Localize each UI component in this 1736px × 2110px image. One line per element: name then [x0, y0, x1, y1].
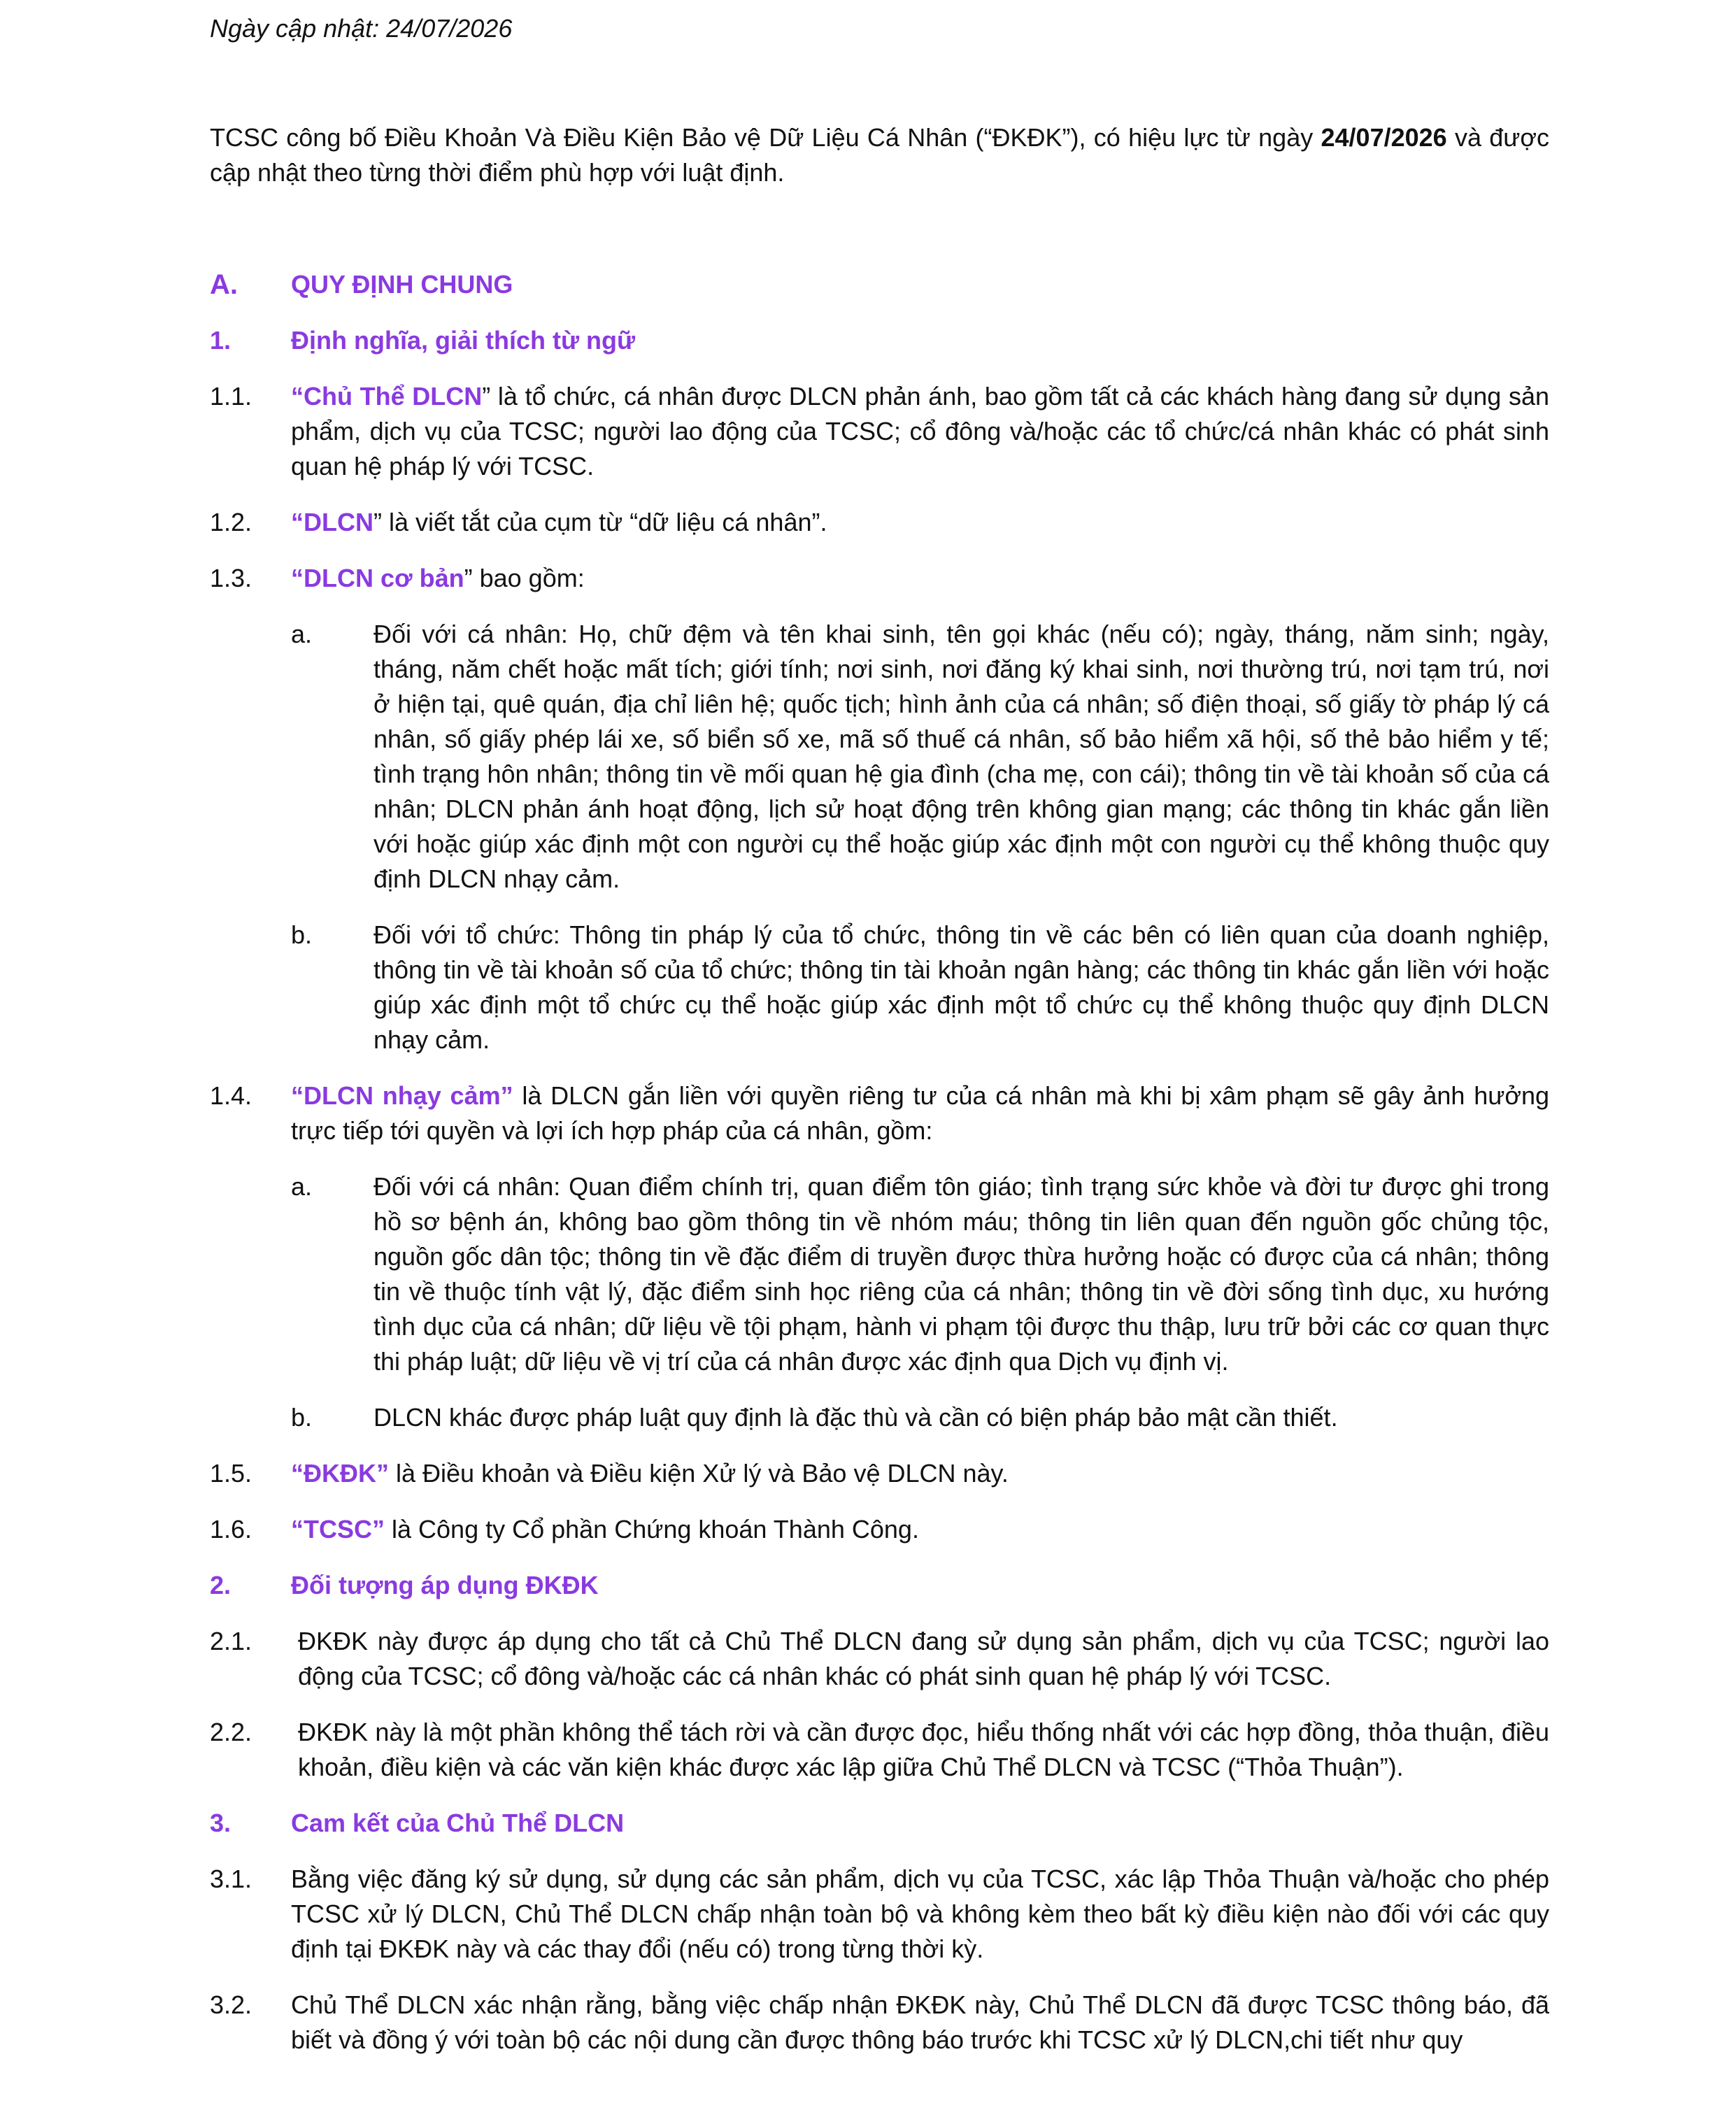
clause-1-6: 1.6. “TCSC” là Công ty Cổ phần Chứng khoán Thành Công. — [210, 1515, 919, 1544]
defined-term: “TCSC” — [291, 1515, 385, 1544]
clause-1-4: 1.4. “DLCN nhạy cảm” là DLCN gắn liền với quyền riêng tư của cá nhân mà khi bị xâm phạm sẽ gây ảnh hưởng trực tiếp tới quyền và lợi ích hợp pháp của cá nhân, gồm: — [210, 1081, 1549, 1145]
defined-term: “DLCN nhạy cảm” — [291, 1081, 513, 1110]
clause-3-2: 3.2. Chủ Thể DLCN xác nhận rằng, bằng việc chấp nhận ĐKĐK này, Chủ Thể DLCN đã được TCSC thông báo, đã biết và đồng ý với toàn bộ các nội dung cần được thông báo trước khi TCSC xử lý DLCN,chi tiết như quy — [210, 1990, 1549, 2054]
clause-1-3-b: b. Đối với tổ chức: Thông tin pháp lý của tổ chức, thông tin về các bên có liên quan của doanh nghiệp, thông tin về tài khoản số của tổ chức; thông tin tài khoản ngân hàng; các thông tin khác gắn liền với hoặc giúp xác định một tổ chức cụ thể hoặc giúp xác định một tổ chức cụ thể không thuộc quy định DLCN nhạy cảm. — [291, 920, 1549, 1054]
document-body — [210, 267, 1549, 2079]
intro-paragraph: TCSC công bố Điều Khoản Và Điều Kiện Bảo vệ Dữ Liệu Cá Nhân (“ĐKĐK”), có hiệu lực từ ngày 24/07/2026 và được cập nhật theo từng thời điểm phù hợp với luật định. — [210, 123, 1550, 187]
update-date: Ngày cập nhật: 24/07/2026 — [210, 14, 513, 43]
effective-date: 24/07/2026 — [1321, 123, 1447, 152]
clause-1-5: 1.5. “ĐKĐK” là Điều khoản và Điều kiện Xử lý và Bảo vệ DLCN này. — [210, 1459, 1009, 1488]
section-3-heading: 3. Cam kết của Chủ Thể DLCN — [210, 1809, 625, 1837]
clause-1-2: 1.2. “DLCN” là viết tắt của cụm từ “dữ liệu cá nhân”. — [210, 508, 827, 536]
defined-term: “DLCN — [291, 508, 373, 536]
clause-1-4-b: b. DLCN khác được pháp luật quy định là đặc thù và cần có biện pháp bảo mật cần thiết. — [291, 1403, 1338, 1432]
section-2-heading: 2. Đối tượng áp dụng ĐKĐK — [210, 1571, 599, 1599]
clause-2-1: 2.1. ĐKĐK này được áp dụng cho tất cả Chủ Thể DLCN đang sử dụng sản phẩm, dịch vụ của TCSC; người lao động của TCSC; cổ đông và/hoặc các cá nhân khác có phát sinh quan hệ pháp lý với TCSC. — [210, 1627, 1549, 1690]
defined-term: “Chủ Thể DLCN — [291, 382, 483, 411]
clause-1-4-a: a. Đối với cá nhân: Quan điểm chính trị, quan điểm tôn giáo; tình trạng sức khỏe và đời tư được ghi trong hồ sơ bệnh án, không bao gồm thông tin về nhóm máu; thông tin liên quan đến nguồn gốc chủng tộc, nguồn gốc dân tộc; thông tin về đặc điểm di truyền được thừa hưởng hoặc có được của cá nhân; thông tin về thuộc tính vật lý, đặc điểm sinh học riêng của cá nhân; thông tin về đời sống tình dục, xu hướng tình dục của cá nhân; dữ liệu về tội phạm, hành vi phạm tội được thu thập, lưu trữ bởi các cơ quan thực thi pháp luật; dữ liệu về vị trí của cá nhân được xác định qua Dịch vụ định vị. — [291, 1172, 1549, 1376]
clause-3-1: 3.1. Bằng việc đăng ký sử dụng, sử dụng các sản phẩm, dịch vụ của TCSC, xác lập Thỏa Thuận và/hoặc cho phép TCSC xử lý DLCN, Chủ Thể DLCN chấp nhận toàn bộ và không kèm theo bất kỳ điều kiện nào đối với các quy định tại ĐKĐK này và các thay đổi (nếu có) trong từng thời kỳ. — [210, 1865, 1549, 1963]
section-a-heading: A. QUY ĐỊNH CHUNG — [210, 269, 513, 300]
defined-term: “ĐKĐK” — [291, 1459, 389, 1488]
clause-2-2: 2.2. ĐKĐK này là một phần không thể tách rời và cần được đọc, hiểu thống nhất với các hợp đồng, thỏa thuận, điều khoản, điều kiện và các văn kiện khác được xác lập giữa Chủ Thể DLCN và TCSC (“Thỏa Thuận”). — [210, 1718, 1549, 1781]
section-1-heading: 1. Định nghĩa, giải thích từ ngữ — [210, 326, 636, 355]
defined-term: “DLCN cơ bản — [291, 564, 464, 592]
clause-1-3-a: a. Đối với cá nhân: Họ, chữ đệm và tên khai sinh, tên gọi khác (nếu có); ngày, tháng, năm sinh; ngày, tháng, năm chết hoặc mất tích; giới tính; nơi sinh, nơi đăng ký khai sinh, nơi thường trú, nơi tạm trú, nơi ở hiện tại, quê quán, địa chỉ liên hệ; quốc tịch; hình ảnh của cá nhân; số điện thoại, số giấy tờ pháp lý cá nhân, số giấy phép lái xe, số biển số xe, mã số thuế cá nhân, số bảo hiểm xã hội, số thẻ bảo hiểm y tế; tình trạng hôn nhân; thông tin về mối quan hệ gia đình (cha mẹ, con cái); thông tin về tài khoản số của cá nhân; DLCN phản ánh hoạt động, lịch sử hoạt động trên không gian mạng; các thông tin khác gắn liền với hoặc giúp xác định một con người cụ thể hoặc giúp xác định một con người cụ thể không thuộc quy định DLCN nhạy cảm. — [291, 620, 1549, 893]
clause-1-1: 1.1. “Chủ Thể DLCN” là tổ chức, cá nhân được DLCN phản ánh, bao gồm tất cả các khách hàng đang sử dụng sản phẩm, dịch vụ của TCSC; người lao động của TCSC; cổ đông và/hoặc các tổ chức/cá nhân khác có phát sinh quan hệ pháp lý với TCSC. — [210, 382, 1550, 480]
clause-1-3: 1.3. “DLCN cơ bản” bao gồm: — [210, 564, 585, 592]
